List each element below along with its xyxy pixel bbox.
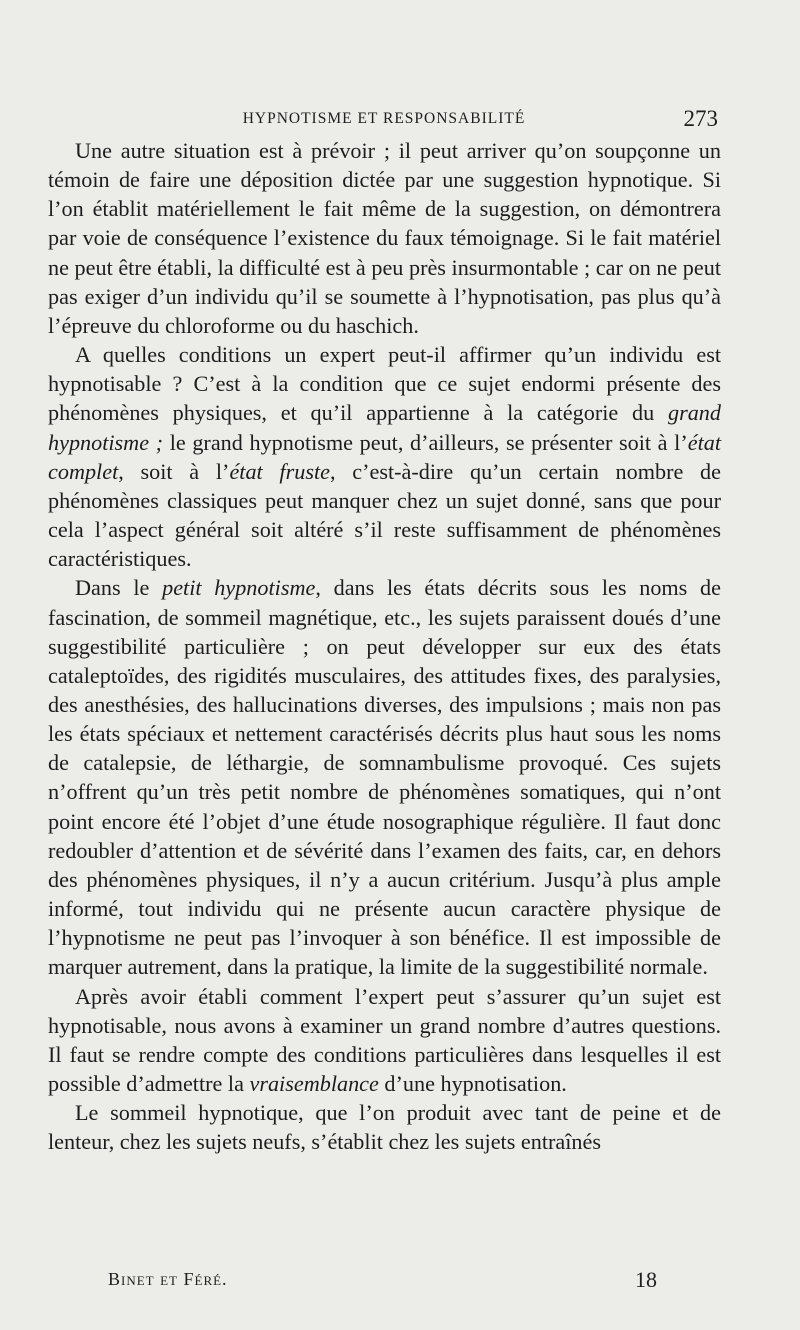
text-run: Après avoir établi comment l’expert peut s’assurer qu’un sujet est hypnotisable, nous avons à examiner un grand nombre d’autres questions. Il faut se rendre compte des conditions particulières dans lesquelles il est possible d’admettre la	[48, 983, 721, 1096]
italic-term: état complet	[48, 429, 721, 484]
italic-term: vraisemblance	[249, 1071, 379, 1096]
italic-term: grand hypnotisme ;	[48, 400, 721, 455]
running-head	[48, 106, 720, 134]
paragraph	[48, 136, 721, 340]
text-run: , c’est-à-dire qu’un certain nombre de phénomènes classiques peut manquer chez un sujet donné, sans que pour cela l’aspect général soit altéré s’il reste suffisamment de phénomènes caractéristiques.	[48, 458, 721, 572]
text-run: Une autre situation est à prévoir ; il peut arriver qu’on soupçonne un témoin de faire une déposition dictée par une suggestion hypnotique. Si l’on établit matériellement le fait même de la suggestion, on démontrera par voie de conséquence l’existence du faux témoignage. Si le fait matériel ne peut être établi, la difficulté est à peu près insurmontable ; car on ne peut pas exiger d’un individu qu’il se soumette à l’hypnotisation, pas plus qu’à l’épreuve du chloroforme ou du haschich.	[48, 138, 721, 338]
signature-mark: 18	[635, 1267, 657, 1292]
paragraph	[48, 1098, 721, 1156]
italic-term: état fruste	[229, 458, 330, 484]
footer-author: Binet et Féré.	[108, 1269, 228, 1289]
text-run: Le sommeil hypnotique, que l’on produit avec tant de peine et de lenteur, chez les sujets neufs, s’établit chez les sujets entraînés	[48, 1100, 721, 1155]
page-number: 273	[683, 106, 718, 131]
running-title: HYPNOTISME ET RESPONSABILITÉ	[242, 110, 526, 127]
italic-term: petit hypnotisme	[162, 575, 316, 601]
text-run: , dans les états décrits sous les noms de fascination, de sommeil magnétique, etc., les sujets paraissent doués d’une suggestibilité particulière ; on peut développer sur eux des états cataleptoïdes, des rigidités musculaires, des attitudes fixes, des paralysies, des anesthésies, des hallucinations diverses, des impulsions ; mais non pas les états spéciaux et nettement caractérisés décrits plus haut sous les noms de catalepsie, de léthargie, de somnambulisme provoqué. Ces sujets n’offrent qu’un très petit nombre de phénomènes somatiques, qui n’ont point encore été l’objet d’une étude nosographique régulière. Il faut donc redoubler d’attention et de sévérité dans l’examen des faits, car, en dehors des phénomènes physiques, il n’y a aucun critérium. Jusqu’à plus ample informé, tout individu qui ne présente aucun caractère physique de l’hypnotisme ne peut pas l’invoquer à son bénéfice. Il est impossible de marquer autrement, dans la pratique, la limite de la suggestibilité normale.	[48, 575, 721, 980]
body-text	[48, 136, 721, 1156]
text-run: d’une hypnotisation.	[378, 1071, 567, 1096]
page-footer	[108, 1267, 668, 1297]
paragraph	[48, 573, 721, 981]
text-run: le grand hypnotisme peut, d’ailleurs, se présenter soit à l’	[163, 429, 688, 455]
text-run: A quelles conditions un expert peut-il affirmer qu’un individu est hypnotisable ? C’est à la condition que ce sujet endormi présente des phénomènes physiques, et qu’il appartienne à la catégorie du	[48, 342, 721, 426]
text-run: Dans le	[75, 575, 163, 601]
text-run: , soit à l’	[118, 458, 230, 484]
paragraph	[48, 340, 721, 573]
paragraph	[48, 982, 721, 1099]
